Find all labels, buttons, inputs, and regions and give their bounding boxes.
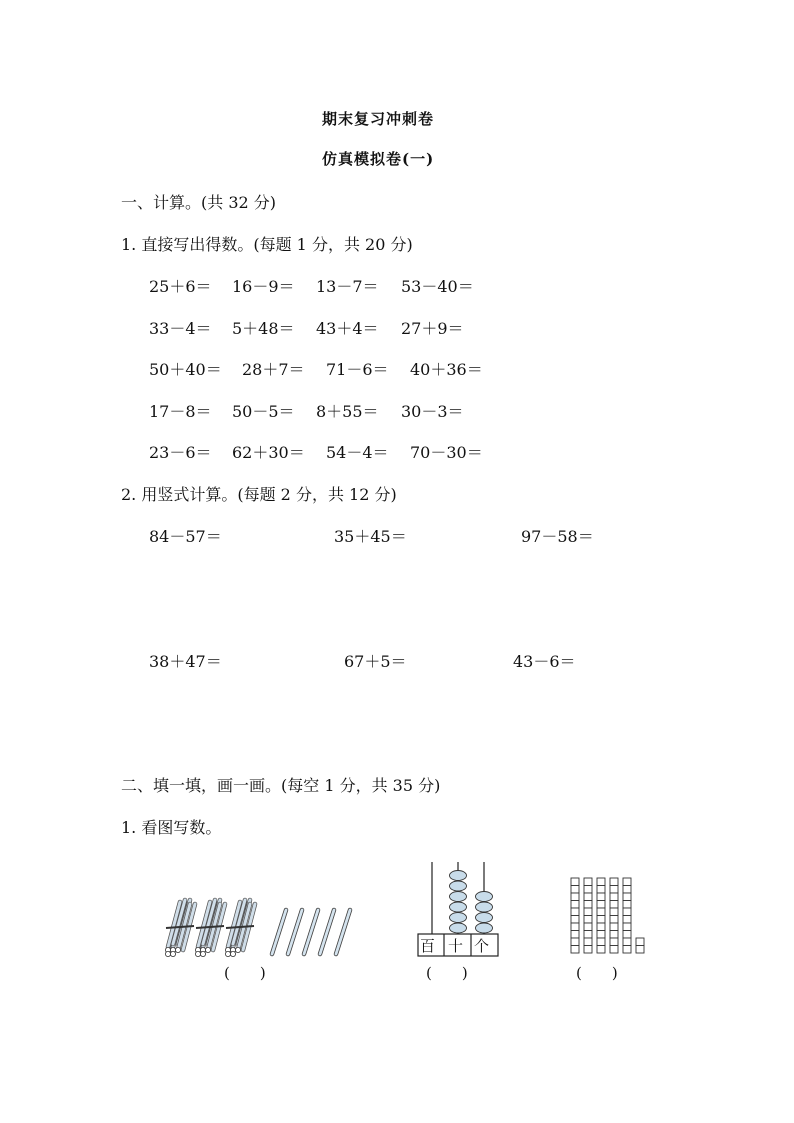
abacus-bead (476, 892, 493, 902)
single-stick (336, 910, 350, 954)
calc-item: 13－7＝ (316, 277, 379, 296)
vertical-calc-item: 43－6＝ (513, 652, 576, 671)
vertical-calc-item: 67＋5＝ (344, 652, 407, 671)
calc-item: 54－4＝ (326, 443, 389, 462)
calc-item: 53－40＝ (401, 277, 474, 296)
single-stick (320, 910, 334, 954)
abacus-label-ones: 个 (474, 937, 490, 955)
section1-q1-heading: 1. 直接写出得数。(每题 1 分，共 20 分) (121, 235, 413, 254)
abacus-bead (476, 923, 493, 933)
single-stick (272, 910, 286, 954)
stick-bundles-figure (160, 898, 360, 963)
calc-item: 71－6＝ (326, 360, 389, 379)
calc-item: 28＋7＝ (242, 360, 305, 379)
stick-bundle (165, 900, 195, 957)
ten-rod (584, 878, 592, 953)
abacus-bead (450, 881, 467, 891)
calc-item: 30－3＝ (401, 402, 464, 421)
abacus-bead (450, 892, 467, 902)
ten-rod (597, 878, 605, 953)
calc-item: 33－4＝ (149, 319, 212, 338)
ten-rod (623, 878, 631, 953)
page-subtitle: 仿真模拟卷(一) (322, 150, 435, 168)
single-stick (288, 910, 302, 954)
calc-item: 43＋4＝ (316, 319, 379, 338)
calc-item: 62＋30＝ (232, 443, 305, 462)
answer-blank-abacus[interactable]: ( ) (426, 964, 468, 982)
calc-item: 25＋6＝ (149, 277, 212, 296)
calc-item: 27＋9＝ (401, 319, 464, 338)
section2-heading: 二、填一填，画一画。(每空 1 分，共 35 分) (121, 776, 441, 795)
calc-item: 40＋36＝ (410, 360, 483, 379)
abacus-bead (450, 923, 467, 933)
base-ten-blocks-figure (568, 876, 653, 956)
vertical-calc-item: 97－58＝ (521, 527, 594, 546)
calc-item: 8＋55＝ (316, 402, 379, 421)
page-title: 期末复习冲刺卷 (322, 110, 435, 128)
calc-item: 70－30＝ (410, 443, 483, 462)
section1-q2-heading: 2. 用竖式计算。(每题 2 分，共 12 分) (121, 485, 397, 504)
ten-rod (610, 878, 618, 953)
unit-cube (636, 946, 644, 954)
abacus-label-hundreds: 百 (420, 937, 436, 955)
calc-item: 50－5＝ (232, 402, 295, 421)
abacus-bead (476, 902, 493, 912)
unit-cube (636, 938, 644, 946)
abacus-bead (450, 871, 467, 881)
calc-item: 17－8＝ (149, 402, 212, 421)
abacus-bead (450, 902, 467, 912)
answer-blank-sticks[interactable]: ( ) (224, 964, 266, 982)
ten-rod (571, 878, 579, 953)
abacus-bead (476, 913, 493, 923)
calc-item: 16－9＝ (232, 277, 295, 296)
vertical-calc-item: 38＋47＝ (149, 652, 222, 671)
calc-item: 5＋48＝ (232, 319, 295, 338)
calc-item: 23－6＝ (149, 443, 212, 462)
abacus-label-tens: 十 (448, 937, 464, 955)
vertical-calc-item: 84－57＝ (149, 527, 222, 546)
stick-bundle (195, 900, 225, 957)
calc-item: 50＋40＝ (149, 360, 222, 379)
stick-bundle (225, 900, 255, 957)
vertical-calc-item: 35＋45＝ (334, 527, 407, 546)
section2-q1-heading: 1. 看图写数。 (121, 818, 222, 837)
abacus-bead (450, 913, 467, 923)
answer-blank-blocks[interactable]: ( ) (576, 964, 618, 982)
section1-heading: 一、计算。(共 32 分) (121, 193, 277, 212)
single-stick (304, 910, 318, 954)
